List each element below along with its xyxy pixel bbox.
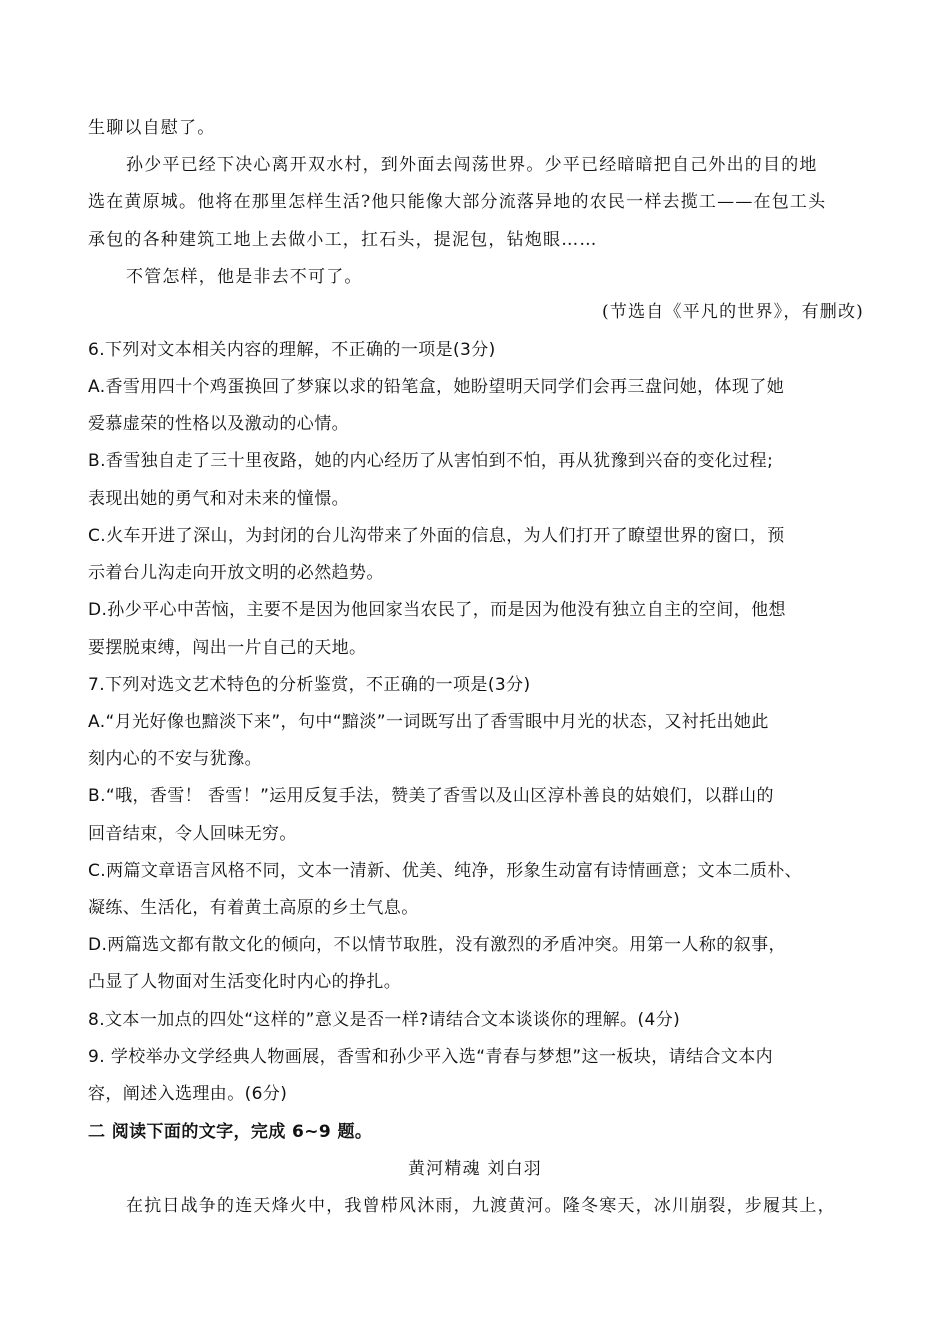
question-7-option-a-cont: 刻内心的不安与犹豫。 (88, 749, 262, 769)
question-6-option-d: D.孙少平心中苦恼，主要不是因为他回家当农民了，而是因为他没有独立自主的空间，他想 (88, 600, 786, 620)
question-6-option-d-cont: 要摆脱束缚，闯出一片自己的天地。 (88, 638, 367, 658)
question-6-option-b: B.香雪独自走了三十里夜路，她的内心经历了从害怕到不怕，再从犹豫到兴奋的变化过程; (88, 451, 774, 471)
paragraph-line: 不管怎样，他是非去不可了。 (126, 267, 363, 287)
question-7-option-d: D.两篇选文都有散文化的倾向，不以情节取胜，没有激烈的矛盾冲突。用第一人称的叙事， (88, 935, 786, 955)
question-6-option-b-cont: 表现出她的勇气和对未来的憧憬。 (88, 489, 349, 509)
question-7-option-b: B.“哦，香雪！ 香雪！”运用反复手法，赞美了香雪以及山区淳朴善良的姑娘们，以群山的 (88, 786, 774, 806)
question-7-option-d-cont: 凸显了人物面对生活变化时内心的挣扎。 (88, 972, 402, 992)
question-7-option-b-cont: 回音结束，令人回味无穷。 (88, 824, 297, 844)
question-8-stem: 8.文本一加点的四处“这样的”意义是否一样?请结合文本谈谈你的理解。(4分) (88, 1010, 681, 1030)
paragraph-line: 孙少平已经下决心离开双水村，到外面去闯荡世界。少平已经暗暗把自己外出的目的地 (126, 155, 818, 175)
question-7-stem: 7.下列对选文艺术特色的分析鉴赏，不正确的一项是(3分) (88, 675, 531, 695)
question-6-option-a-cont: 爱慕虚荣的性格以及激动的心情。 (88, 414, 349, 434)
question-7-option-c-cont: 凝练、生活化，有着黄土高原的乡土气息。 (88, 898, 419, 918)
question-7-option-c: C.两篇文章语言风格不同，文本一清新、优美、纯净，形象生动富有诗情画意；文本二质朴、 (88, 861, 803, 881)
question-6-option-c-cont: 示着台儿沟走向开放文明的必然趋势。 (88, 563, 384, 583)
passage-tail: 生聊以自慰了。 (88, 118, 216, 138)
paragraph-line: 在抗日战争的连天烽火中，我曾栉风沐雨，九渡黄河。隆冬寒天，冰川崩裂，步履其上， (126, 1196, 836, 1216)
question-6-stem: 6.下列对文本相关内容的理解，不正确的一项是(3分) (88, 340, 496, 360)
source-note: (节选自《平凡的世界》，有删改) (602, 302, 864, 322)
section-heading: 二 阅读下面的文字，完成 6~9 题。 (88, 1122, 373, 1142)
paragraph-line: 选在黄原城。他将在那里怎样生活?他只能像大部分流落异地的农民一样去揽工——在包工头 (88, 192, 827, 212)
paragraph-line: 承包的各种建筑工地上去做小工，扛石头，提泥包，钻炮眼…… (88, 230, 598, 250)
passage-title: 黄河精魂 刘白羽 (407, 1159, 542, 1179)
question-6-option-c: C.火车开进了深山，为封闭的台儿沟带来了外面的信息，为人们打开了瞭望世界的窗口，预 (88, 526, 785, 546)
question-9-stem: 9. 学校举办文学经典人物画展，香雪和孙少平入选“青春与梦想”这一板块，请结合文本内 (88, 1047, 774, 1067)
question-7-option-a: A.“月光好像也黯淡下来”，句中“黯淡”一词既写出了香雪眼中月光的状态，又衬托出她此 (88, 712, 769, 732)
question-9-stem-cont: 容，阐述入选理由。(6分) (88, 1084, 288, 1104)
question-6-option-a: A.香雪用四十个鸡蛋换回了梦寐以求的铅笔盒，她盼望明天同学们会再三盘问她，体现了她 (88, 377, 785, 397)
